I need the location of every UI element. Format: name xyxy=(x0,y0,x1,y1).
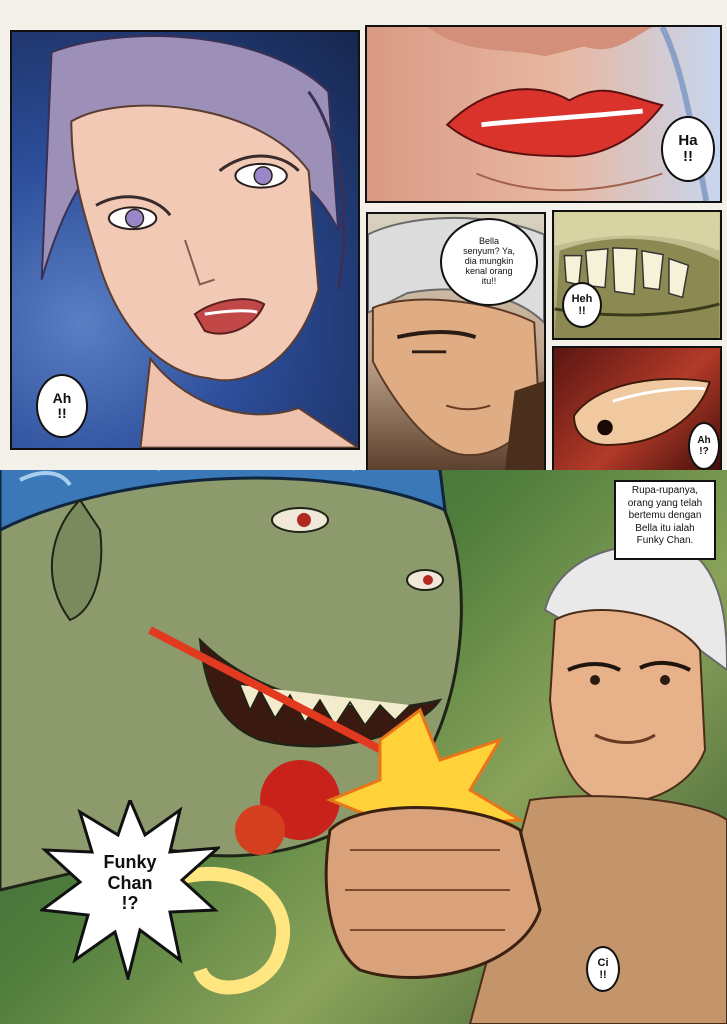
lips-illustration xyxy=(367,27,720,201)
speech-bubble-heh: Heh !! xyxy=(562,282,602,328)
speech-bubble-ha: Ha !! xyxy=(661,116,715,182)
speech-bubble-ci: Ci !! xyxy=(586,946,620,992)
lips-closeup-panel xyxy=(365,25,722,203)
burst-text-funky-chan: Funky Chan !? xyxy=(103,852,157,914)
narration-caption: Rupa-rupanya, orang yang telah bertemu dengan Bella itu ialah Funky Chan. xyxy=(614,480,716,560)
speech-bubble-bella: Bella senyum? Ya, dia mungkin kenal orang itu!! xyxy=(440,218,538,306)
speech-bubble-ah-woman: Ah !! xyxy=(36,374,88,438)
speech-bubble-ah-question: Ah !? xyxy=(688,422,720,470)
